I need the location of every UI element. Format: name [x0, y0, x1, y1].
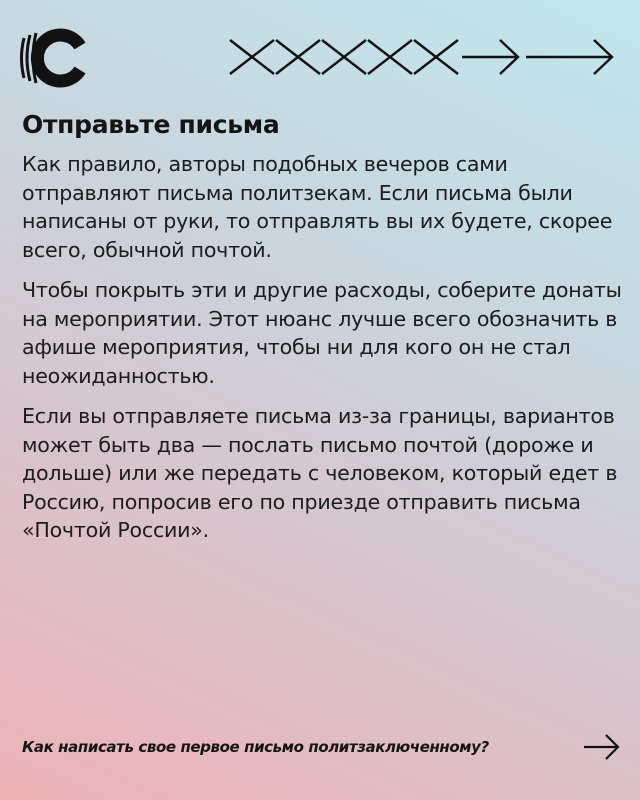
next-article-link[interactable]: [22, 732, 622, 764]
article-body: [22, 150, 622, 557]
x-icon: [276, 40, 320, 74]
arrow-right-icon: [526, 40, 612, 74]
decorative-arrows: [228, 34, 618, 78]
article-paragraph: Как правило, авторы подобных вечеров сами отправляют письма политзекам. Если письма были написаны от руки, то отправлять вы их будете, скорее всего, обычной почтой.: [22, 152, 613, 262]
x-icon: [322, 40, 366, 74]
x-icon: [414, 40, 458, 74]
article-title: Отправьте письма: [22, 110, 280, 139]
arrow-right-icon[interactable]: [582, 732, 622, 762]
x-icon: [230, 40, 274, 74]
arrow-right-icon: [462, 40, 518, 74]
x-icon: [368, 40, 412, 74]
article-paragraph: Чтобы покрыть эти и другие расходы, соберите донаты на мероприятии. Этот нюанс лучше всего обозначить в афише мероприятия, чтобы ни для кого он не стал неожиданностью.: [22, 278, 622, 388]
circle-c-logo-icon: [18, 28, 88, 88]
article-paragraph: Если вы отправляете письма из-за границы, вариантов может быть два — послать письмо почтой (дороже и дольше) или же передать с человеком, который едет в Россию, попросив его по приезде отправить письма «Почтой России».: [22, 404, 618, 542]
next-article-link-text[interactable]: Как написать свое первое письмо политзаключенному?: [22, 738, 489, 756]
